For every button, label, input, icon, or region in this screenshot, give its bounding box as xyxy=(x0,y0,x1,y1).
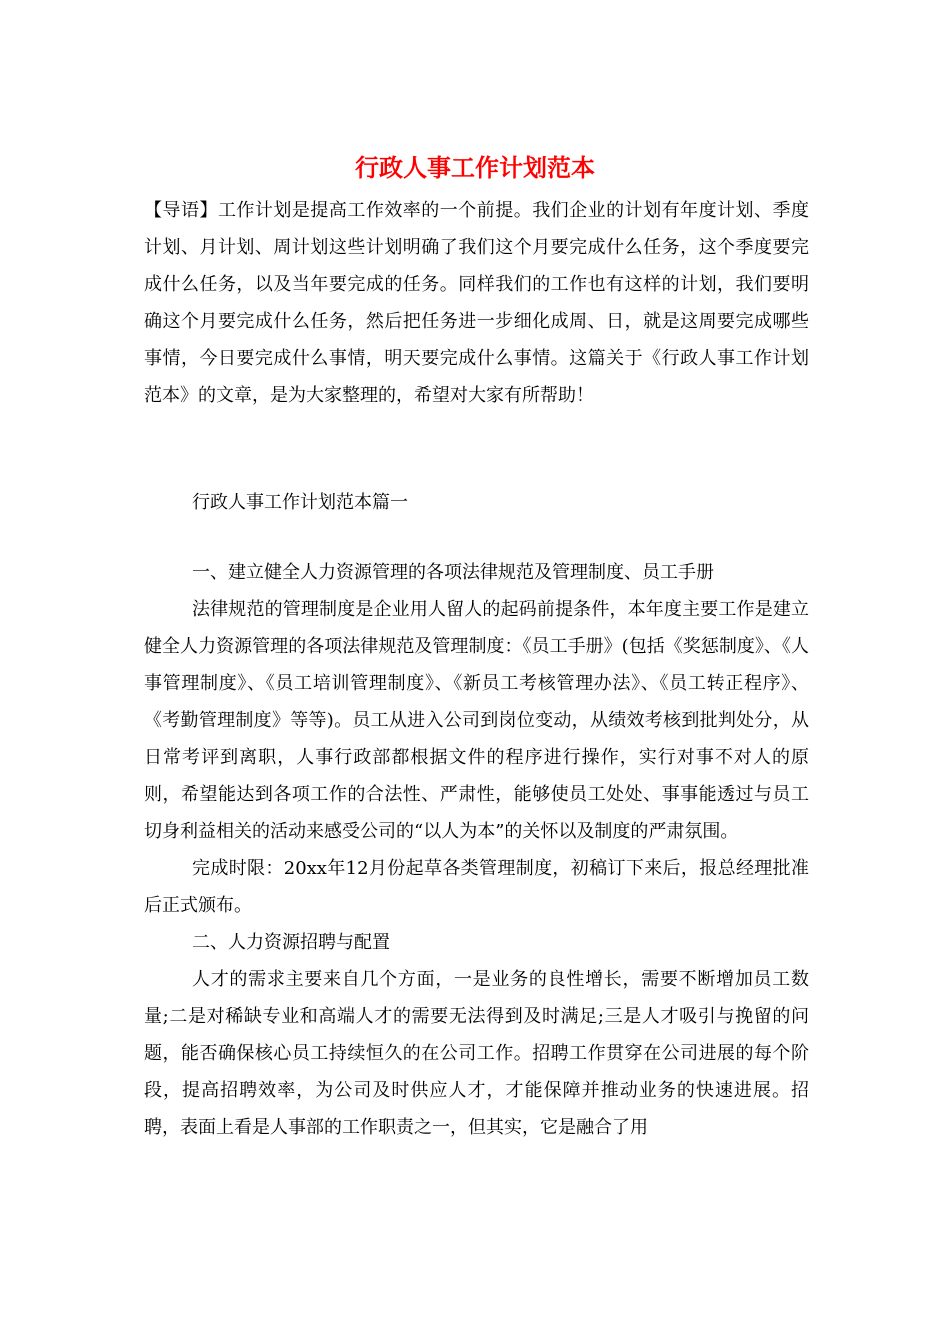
heading-1: 一、建立健全人力资源管理的各项法律规范及管理制度、员工手册 xyxy=(192,562,714,583)
body-text xyxy=(144,554,809,1146)
heading-2: 二、人力资源招聘与配置 xyxy=(192,932,390,953)
section-title: 行政人事工作计划范本篇一 xyxy=(192,492,408,513)
intro-paragraph: 【导语】工作计划是提高工作效率的一个前提。我们企业的计划有年度计划、季度计划、月计划、周计划这些计划明确了我们这个月要完成什么任务，这个季度要完成什么任务，以及当年要完成的任务。同样我们的工作也有这样的计划，我们要明确这个月要完成什么任务，然后把任务进一步细化成周、日，就是这周要完成哪些事情，今日要完成什么事情，明天要完成什么事情。这篇关于《行政人事工作计划范本》的文章，是为大家整理的，希望对大家有所帮助！ xyxy=(144,200,809,406)
document-title: 行政人事工作计划范本 xyxy=(355,153,595,182)
paragraph-1: 法律规范的管理制度是企业用人留人的起码前提条件，本年度主要工作是建立健全人力资源管理的各项法律规范及管理制度：《员工手册》(包括《奖惩制度》、《人事管理制度》、《员工培训管理制度》、《新员工考核管理办法》、《员工转正程序》、《考勤管理制度》等等)。员工从进入公司到岗位变动，从绩效考核到批判处分，从日常考评到离职，人事行政部都根据文件的程序进行操作，实行对事不对人的原则，希望能达到各项工作的合法性、严肃性，能够使员工处处、事事能透过与员工切身利益相关的活动来感受公司的“以人为本”的关怀以及制度的严肃氛围。 xyxy=(144,599,809,842)
paragraph-2: 完成时限：20xx年12月份起草各类管理制度，初稿订下来后，报总经理批准后正式颁布。 xyxy=(144,858,809,916)
paragraph-3: 人才的需求主要来自几个方面，一是业务的良性增长，需要不断增加员工数量;二是对稀缺专业和高端人才的需要无法得到及时满足;三是人才吸引与挽留的问题，能否确保核心员工持续恒久的在公司工作。招聘工作贯穿在公司进展的每个阶段，提高招聘效率，为公司及时供应人才，才能保障并推动业务的快速进展。招聘，表面上看是人事部的工作职责之一，但其实，它是融合了用 xyxy=(144,969,809,1138)
